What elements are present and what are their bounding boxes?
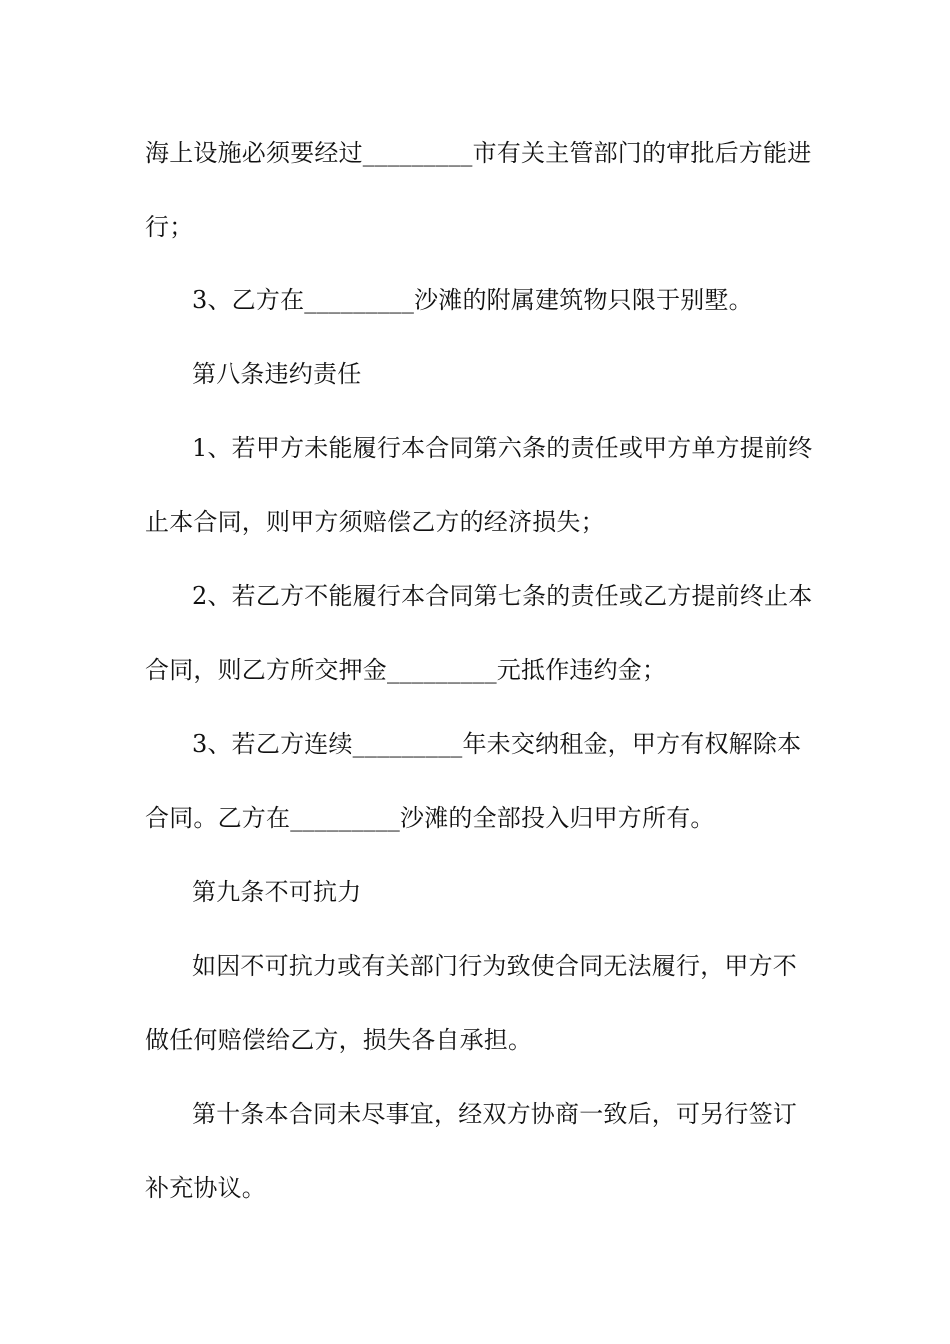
article-8-item-3: 3、若乙方连续_________年未交纳租金，甲方有权解除本 bbox=[192, 730, 802, 758]
article-10-body-cont: 补充协议。 bbox=[145, 1174, 266, 1202]
article-9-body-cont: 做任何赔偿给乙方，损失各自承担。 bbox=[145, 1026, 533, 1054]
text-line-1: 海上设施必须要经过_________市有关主管部门的审批后方能进 bbox=[145, 139, 812, 167]
article-8-item-1-cont: 止本合同，则甲方须赔偿乙方的经济损失； bbox=[145, 508, 605, 536]
article-9-heading: 第九条不可抗力 bbox=[192, 878, 362, 906]
article-8-item-1: 1、若甲方未能履行本合同第六条的责任或甲方单方提前终 bbox=[192, 434, 813, 462]
clause-7-item-3: 3、乙方在_________沙滩的附属建筑物只限于别墅。 bbox=[192, 286, 753, 314]
article-8-item-2-cont: 合同，则乙方所交押金_________元抵作违约金； bbox=[145, 656, 667, 684]
article-8-heading: 第八条违约责任 bbox=[192, 360, 362, 388]
text-line-2: 行； bbox=[145, 213, 194, 241]
article-8-item-3-cont: 合同。乙方在_________沙滩的全部投入归甲方所有。 bbox=[145, 804, 715, 832]
article-9-body: 如因不可抗力或有关部门行为致使合同无法履行，甲方不 bbox=[192, 952, 797, 980]
article-8-item-2: 2、若乙方不能履行本合同第七条的责任或乙方提前终止本 bbox=[192, 582, 813, 610]
article-10-body: 第十条本合同未尽事宜，经双方协商一致后，可另行签订 bbox=[192, 1100, 797, 1128]
